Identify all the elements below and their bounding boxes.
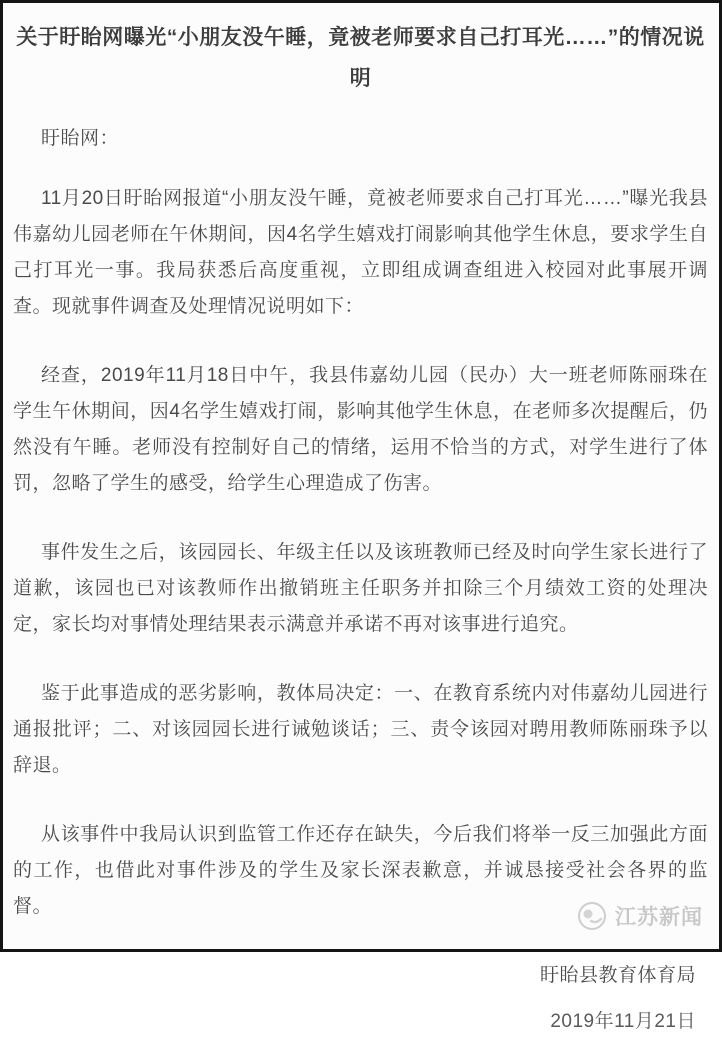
statement-paragraph-report: 11月20日盱眙网报道“小朋友没午睡，竟被老师要求自己打耳光……”曝光我县伟嘉幼儿园老师在午休期间，因4名学生嬉戏打闹影响其他学生休息，要求学生自己打耳光一事。我局获悉后高度重视，立即组成调查组进入校园对此事展开调查。现就事件调查及处理情况说明如下： xyxy=(13,188,708,317)
document-page xyxy=(3,3,719,1032)
signature-block xyxy=(13,958,708,1040)
statement-paragraph-apology-measures: 事件发生之后，该园园长、年级主任以及该班教师已经及时向学生家长进行了道歉，该园也已对该教师作出撤销班主任职务并扣除三个月绩效工资的处理决定，家长均对事情处理结果表示满意并承诺不再对该事进行追究。 xyxy=(13,542,708,635)
watermark-label: 江苏新闻 xyxy=(615,906,703,929)
signature-organization: 盱眙县教育体育局 xyxy=(539,965,696,986)
signature-date: 2019年11月21日 xyxy=(550,1011,696,1032)
statement-paragraph-supervision: 从该事件中我局认识到监管工作还存在缺失，今后我们将举一反三加强此方面的工作，也借此对事件涉及的学生及家长深表歉意，并诚恳接受社会各界的监督。 xyxy=(13,824,708,917)
statement-paragraph-decisions: 鉴于此事造成的恶劣影响，教体局决定：一、在教育系统内对伟嘉幼儿园进行通报批评；二、对该园园长进行诫勉谈话；三、责令该园对聘用教师陈丽珠予以辞退。 xyxy=(13,683,708,776)
document-title: 关于盱眙网曝光“小朋友没午睡，竟被老师要求自己打耳光……”的情况说明 xyxy=(16,26,705,90)
document-body xyxy=(13,121,708,1040)
salutation: 盱眙网： xyxy=(41,128,120,149)
statement-paragraph-investigation: 经查，2019年11月18日中午，我县伟嘉幼儿园（民办）大一班老师陈丽珠在学生午休期间，因4名学生嬉戏打闹，影响其他学生休息，在老师多次提醒后，仍然没有午睡。老师没有控制好自己的情绪，运用不恰当的方式，对学生进行了体罚，忽略了学生的感受，给学生心理造成了伤害。 xyxy=(13,365,708,494)
